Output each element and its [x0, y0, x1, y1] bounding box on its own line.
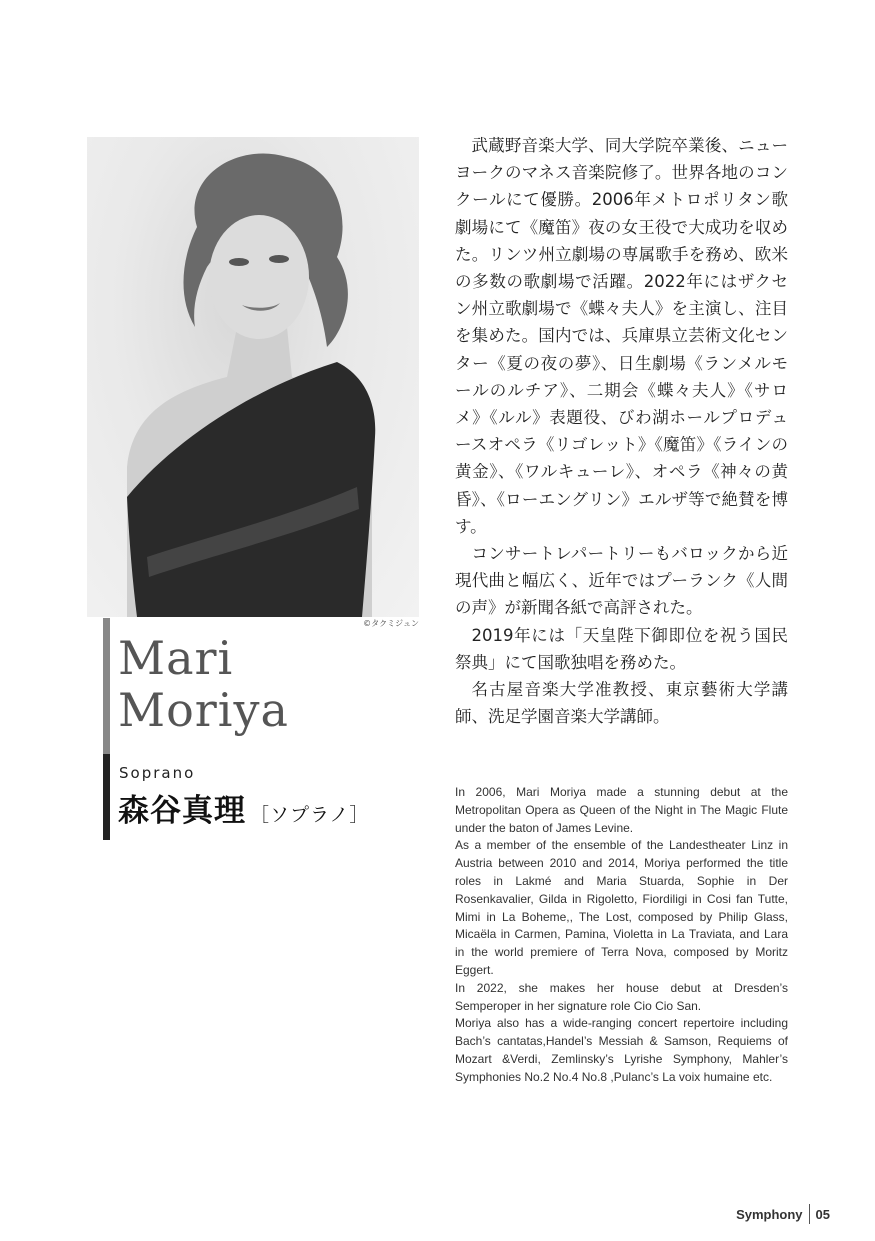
role-english: Soprano	[119, 764, 196, 782]
page-footer	[700, 1203, 830, 1225]
name-japanese-block	[118, 785, 369, 830]
bio-jp-paragraph: 名古屋音楽大学准教授、東京藝術大学講師、洗足学園音楽大学講師。	[455, 680, 788, 727]
bio-jp-paragraph: コンサートレパートリーもバロックから近現代曲と幅広く、近年ではプーランク《人間の声》が新聞各紙で高評された。	[455, 544, 788, 618]
name-english	[118, 632, 418, 736]
bio-jp-paragraph: 武蔵野音楽大学、同大学院卒業後、ニューヨークのマネス音楽院修了。世界各地のコンクールにて優勝。2006年メトロポリタン歌劇場にて《魔笛》夜の女王役で大成功を収めた。リンツ州立劇場の専属歌手を務め、欧米の多数の歌劇場で活躍。2022年にはザクセン州立歌劇場で《蝶々夫人》を主演し、注目を集めた。国内では、兵庫県立芸術文化センター《夏の夜の夢》、日生劇場《ランメルモールのルチア》、二期会《蝶々夫人》《サロメ》《ルル》表題役、びわ湖ホールプロデュースオペラ《リゴレット》《魔笛》《ラインの黄金》、《ワルキューレ》、オペラ《神々の黄昏》、《ローエングリン》エルザ等で絶賛を博す。	[455, 136, 789, 536]
biography-english	[455, 784, 788, 1087]
portrait-illustration	[87, 137, 419, 617]
name-english-first: Mari	[118, 631, 234, 685]
publication-name: Symphony	[736, 1206, 803, 1222]
portrait-photo	[87, 137, 419, 617]
accent-bar-upper	[103, 618, 110, 754]
bio-en-paragraph: In 2022, she makes her house debut at Dresden’s Semperoper in her signature role Cio Cio San.	[455, 980, 788, 1013]
page-number: 05	[815, 1206, 830, 1222]
bio-en-paragraph: Moriya also has a wide-ranging concert repertoire including Bach’s cantatas,Handel’s Messiah & Samson, Requiems of Mozart &Verdi, Zemlinsky’s Lyrishe Symphony, Mahler’s Symphonies No.2 No.4 No.8 ,Pulanc’s La voix humaine etc.	[455, 1016, 788, 1084]
photo-credit: ©タクミジュン	[363, 619, 419, 628]
bio-jp-paragraph: 2019年には「天皇陛下御即位を祝う国民祭典」にて国歌独唱を務めた。	[455, 625, 788, 672]
name-japanese: 森谷真理	[118, 793, 246, 829]
bio-en-paragraph: In 2006, Mari Moriya made a stunning debut at the Metropolitan Opera as Queen of the Night in The Magic Flute under the baton of James Levine.	[455, 785, 788, 835]
accent-bar-lower	[103, 754, 110, 840]
footer-divider	[809, 1204, 810, 1224]
name-english-last: Moriya	[118, 683, 289, 737]
bio-en-paragraph: As a member of the ensemble of the Landestheater Linz in Austria between 2010 and 2014, Moriya performed the title roles in Lakmé and Maria Stuarda, Sophie in Der Rosenkavalier, Gilda in Rigoletto, Fiordiligi in Cosi fan Tutte, Mimi in La Boheme,, The Lost, composed by Philip Glass, Micaëla in Carmen, Pamina, Violetta in La Traviata, and Lara in the world premiere of Terra Nova, composed by Moritz Eggert.	[455, 838, 788, 977]
role-japanese: ［ソプラノ］	[250, 804, 370, 826]
biography-japanese	[455, 132, 788, 730]
